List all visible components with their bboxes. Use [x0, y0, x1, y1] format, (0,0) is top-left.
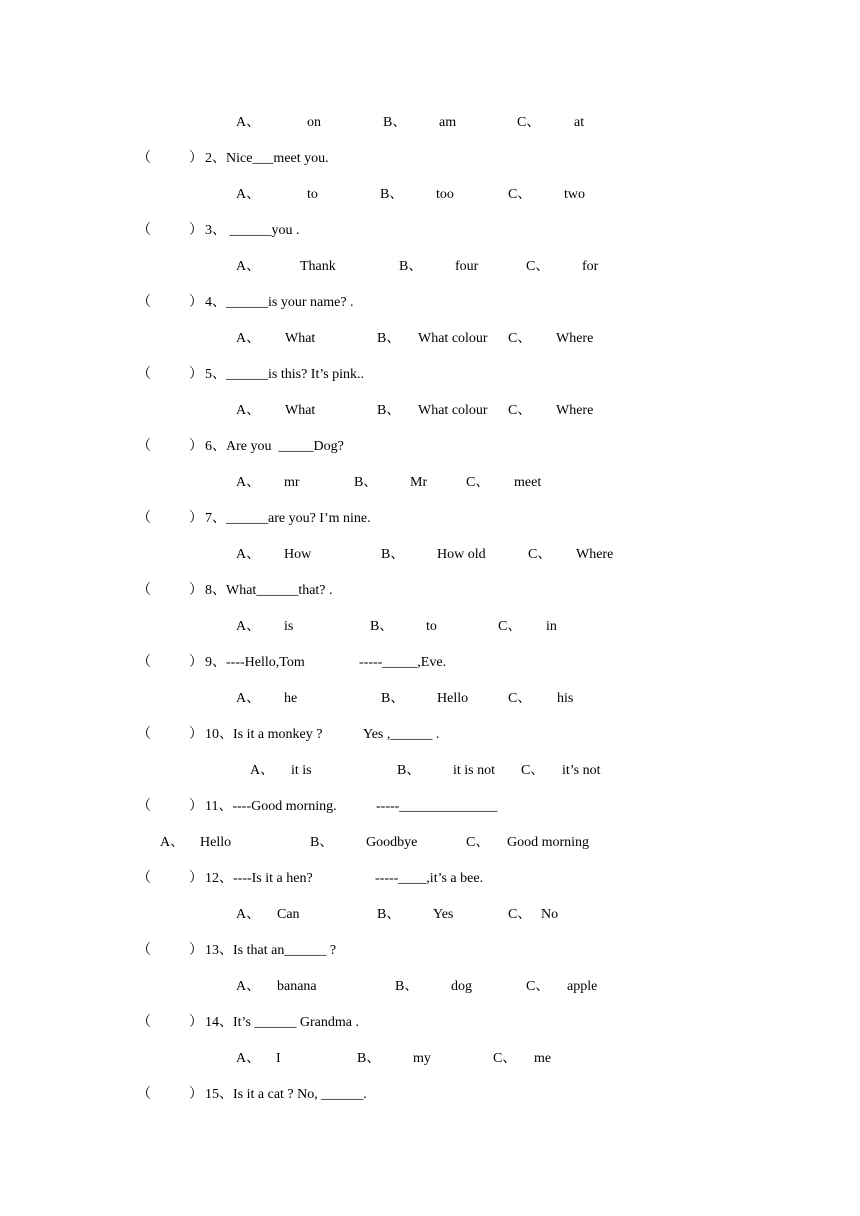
option-b-text: to: [426, 619, 437, 634]
option-c-label: C、: [508, 331, 532, 346]
option-a-label: A、: [236, 475, 261, 490]
option-c-text: apple: [567, 979, 598, 994]
option-c-label: C、: [526, 979, 550, 994]
option-b-text: it is not: [453, 763, 496, 778]
question-reply: -----_____,Eve.: [359, 655, 447, 670]
answer-paren-open: （: [137, 367, 151, 382]
option-b-label: B、: [381, 691, 405, 706]
option-a-text: Hello: [200, 835, 232, 850]
answer-paren-open: （: [137, 799, 151, 814]
option-b-text: dog: [451, 979, 472, 994]
option-a-label: A、: [236, 1051, 261, 1066]
option-a-text: to: [307, 187, 318, 202]
option-b-label: B、: [397, 763, 421, 778]
option-b-text: too: [436, 187, 454, 202]
question-stem: 11、----Good morning.: [205, 799, 337, 814]
option-c-text: me: [534, 1051, 552, 1066]
answer-paren-open: （: [137, 1087, 151, 1102]
option-c-label: C、: [521, 763, 545, 778]
option-a-text: on: [307, 115, 321, 130]
option-a-text: it is: [291, 763, 312, 778]
answer-paren-close: ）: [189, 943, 203, 958]
answer-paren-open: （: [137, 511, 151, 526]
option-b-label: B、: [380, 187, 404, 202]
option-a-text: I: [276, 1051, 281, 1066]
option-c-label: C、: [508, 691, 532, 706]
answer-paren-open: （: [137, 583, 151, 598]
option-a-text: Thank: [300, 259, 336, 274]
option-a-label: A、: [236, 115, 261, 130]
answer-paren-close: ）: [189, 439, 203, 454]
option-a-label: A、: [236, 691, 261, 706]
option-b-text: Mr: [410, 475, 428, 490]
option-b-label: B、: [399, 259, 423, 274]
option-c-label: C、: [517, 115, 541, 130]
option-c-label: C、: [466, 475, 490, 490]
answer-paren-open: （: [137, 295, 151, 310]
answer-paren-open: （: [137, 439, 151, 454]
option-a-text: What: [285, 331, 316, 346]
option-b-label: B、: [383, 115, 407, 130]
option-a-text: What: [285, 403, 316, 418]
option-b-text: my: [413, 1051, 431, 1066]
answer-paren-open: （: [137, 655, 151, 670]
option-a-label: A、: [236, 907, 261, 922]
option-c-text: two: [564, 187, 585, 202]
answer-paren-close: ）: [189, 367, 203, 382]
option-b-text: am: [439, 115, 457, 130]
question-stem: 14、It’s ______ Grandma .: [205, 1015, 359, 1030]
option-a-text: he: [284, 691, 298, 706]
option-a-label: A、: [236, 331, 261, 346]
question-stem: 13、Is that an______ ?: [205, 943, 337, 958]
answer-paren-open: （: [137, 727, 151, 742]
option-c-label: C、: [508, 187, 532, 202]
option-a-label: A、: [250, 763, 275, 778]
option-c-label: C、: [528, 547, 552, 562]
answer-paren-close: ）: [189, 1087, 203, 1102]
option-b-label: B、: [354, 475, 378, 490]
option-c-label: C、: [526, 259, 550, 274]
answer-paren-close: ）: [189, 727, 203, 742]
option-b-text: Yes: [433, 907, 454, 922]
option-b-text: How old: [437, 547, 486, 562]
answer-paren-close: ）: [189, 1015, 203, 1030]
option-c-label: C、: [493, 1051, 517, 1066]
question-stem: 2、Nice___meet you.: [205, 151, 329, 166]
question-stem: 12、----Is it a hen?: [205, 871, 313, 886]
answer-paren-open: （: [137, 223, 151, 238]
question-stem: 9、----Hello,Tom: [205, 655, 305, 670]
answer-paren-close: ）: [189, 871, 203, 886]
option-c-text: Where: [556, 403, 594, 418]
option-a-text: mr: [284, 475, 300, 490]
option-c-label: C、: [508, 403, 532, 418]
answer-paren-open: （: [137, 151, 151, 166]
option-a-label: A、: [236, 547, 261, 562]
option-a-label: A、: [236, 187, 261, 202]
option-a-label: A、: [236, 259, 261, 274]
question-stem: 5、______is this? It’s pink..: [205, 367, 365, 382]
answer-paren-close: ）: [189, 799, 203, 814]
option-c-text: Where: [576, 547, 614, 562]
option-b-label: B、: [377, 331, 401, 346]
answer-paren-close: ）: [189, 511, 203, 526]
option-c-text: his: [557, 691, 574, 706]
answer-paren-close: ）: [189, 151, 203, 166]
option-c-text: it’s not: [562, 763, 601, 778]
option-b-label: B、: [377, 403, 401, 418]
question-reply: -----______________: [376, 799, 498, 814]
option-b-label: B、: [310, 835, 334, 850]
option-b-text: four: [455, 259, 479, 274]
option-a-text: Can: [277, 907, 300, 922]
option-c-text: for: [582, 259, 599, 274]
option-b-label: B、: [357, 1051, 381, 1066]
option-c-text: at: [574, 115, 585, 130]
option-b-text: Goodbye: [366, 835, 418, 850]
answer-paren-open: （: [137, 943, 151, 958]
option-b-text: What colour: [418, 331, 488, 346]
answer-paren-close: ）: [189, 655, 203, 670]
answer-paren-open: （: [137, 871, 151, 886]
option-a-text: How: [284, 547, 312, 562]
option-a-label: A、: [160, 835, 185, 850]
option-c-label: C、: [508, 907, 532, 922]
option-c-label: C、: [498, 619, 522, 634]
option-b-text: What colour: [418, 403, 488, 418]
question-stem: 4、______is your name? .: [205, 295, 354, 310]
question-stem: 8、What______that? .: [205, 583, 333, 598]
question-reply: Yes ,______ .: [363, 727, 440, 742]
answer-paren-close: ）: [189, 583, 203, 598]
option-b-label: B、: [370, 619, 394, 634]
question-stem: 6、Are you _____Dog?: [205, 439, 344, 454]
answer-paren-close: ）: [189, 295, 203, 310]
question-stem: 15、Is it a cat ? No, ______.: [205, 1087, 367, 1102]
option-a-text: banana: [277, 979, 317, 994]
option-b-label: B、: [381, 547, 405, 562]
question-reply: -----____,it’s a bee.: [375, 871, 484, 886]
option-c-text: Good morning: [507, 835, 590, 850]
option-b-text: Hello: [437, 691, 469, 706]
option-b-label: B、: [377, 907, 401, 922]
answer-paren-close: ）: [189, 223, 203, 238]
option-a-label: A、: [236, 403, 261, 418]
question-stem: 10、Is it a monkey ?: [205, 727, 323, 742]
option-c-text: Where: [556, 331, 594, 346]
answer-paren-open: （: [137, 1015, 151, 1030]
option-c-label: C、: [466, 835, 490, 850]
question-stem: 3、 ______you .: [205, 223, 300, 238]
option-c-text: meet: [514, 475, 542, 490]
option-a-label: A、: [236, 619, 261, 634]
question-stem: 7、______are you? I’m nine.: [205, 511, 371, 526]
option-a-label: A、: [236, 979, 261, 994]
option-b-label: B、: [395, 979, 419, 994]
option-a-text: is: [284, 619, 294, 634]
option-c-text: in: [546, 619, 557, 634]
option-c-text: No: [541, 907, 559, 922]
